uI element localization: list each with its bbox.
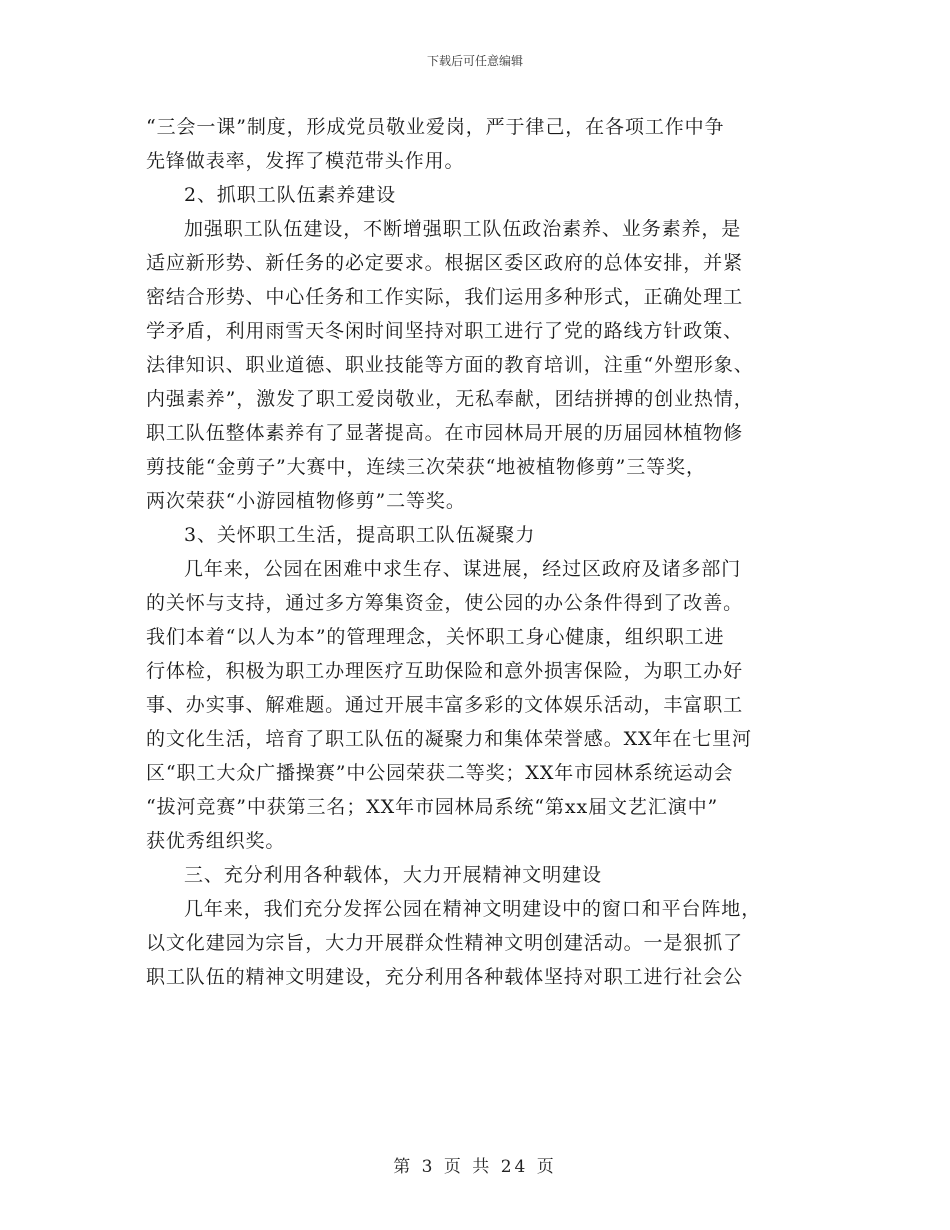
paragraph-line: 职工队伍的精神文明建设，充分利用各种载体坚持对职工进行社会公	[146, 966, 744, 988]
paragraph-line: 几年来，我们充分发挥公园在精神文明建设中的窗口和平台阵地，	[184, 898, 762, 920]
paragraph-line: 区“职工大众广播操赛”中公园荣获二等奖；XX年市园林系统运动会	[146, 762, 734, 784]
paragraph-line: 事、办实事、解难题。通过开展丰富多彩的文体娱乐活动，丰富职工	[146, 694, 744, 716]
paragraph-line: 获优秀组织奖。	[146, 830, 286, 852]
paragraph-line: 职工队伍整体素养有了显著提高。在市园林局开展的历届园林植物修	[146, 422, 744, 444]
document-body	[146, 110, 806, 994]
paragraph-line: 的关怀与支持，通过多方筹集资金，使公园的办公条件得到了改善。	[146, 592, 744, 614]
paragraph-line: 剪技能“金剪子”大赛中，连续三次荣获“地被植物修剪”三等奖，	[146, 456, 706, 478]
section-heading: 三、充分利用各种载体，大力开展精神文明建设	[184, 864, 602, 886]
paragraph-line: 密结合形势、中心任务和工作实际，我们运用多种形式，正确处理工	[146, 286, 744, 308]
paragraph-line: 行体检，积极为职工办理医疗互助保险和意外损害保险，为职工办好	[146, 660, 744, 682]
paragraph-line: 先锋做表率，发挥了模范带头作用。	[146, 150, 465, 172]
paragraph-line: 我们本着“以人为本”的管理理念，关怀职工身心健康，组织职工进	[146, 626, 725, 648]
section-heading: 3、关怀职工生活，提高职工队伍凝聚力	[184, 524, 536, 546]
paragraph-line: 几年来，公园在困难中求生存、谋进展，经过区政府及诸多部门	[184, 558, 742, 580]
paragraph-line: 以文化建园为宗旨，大力开展群众性精神文明创建活动。一是狠抓了	[146, 932, 744, 954]
paragraph-line: “三会一课”制度，形成党员敬业爱岗，严于律己，在各项工作中争	[146, 116, 725, 138]
paragraph-line: 加强职工队伍建设，不断增强职工队伍政治素养、业务素养，是	[184, 218, 742, 240]
paragraph-line: 适应新形势、新任务的必定要求。根据区委区政府的总体安排，并紧	[146, 252, 744, 274]
paragraph-line: 法律知识、职业道德、职业技能等方面的教育培训，注重“外塑形象、	[146, 354, 754, 376]
paragraph-line: 学矛盾，利用雨雪天冬闲时间坚持对职工进行了党的路线方针政策、	[146, 320, 744, 342]
page-number-footer: 第 3 页 共 24 页	[393, 1157, 557, 1177]
paragraph-line: 内强素养”，激发了职工爱岗敬业，无私奉献，团结拼搏的创业热情，	[146, 388, 754, 410]
paragraph-line: “拔河竞赛”中获第三名；XX年市园林局系统“第xx届文艺汇演中”	[146, 796, 719, 818]
section-heading: 2、抓职工队伍素养建设	[184, 184, 396, 206]
page-header: 下载后可任意编辑	[426, 54, 523, 68]
paragraph-line: 的文化生活，培育了职工队伍的凝聚力和集体荣誉感。XX年在七里河	[146, 728, 752, 750]
paragraph-line: 两次荣获“小游园植物修剪”二等奖。	[146, 490, 466, 512]
